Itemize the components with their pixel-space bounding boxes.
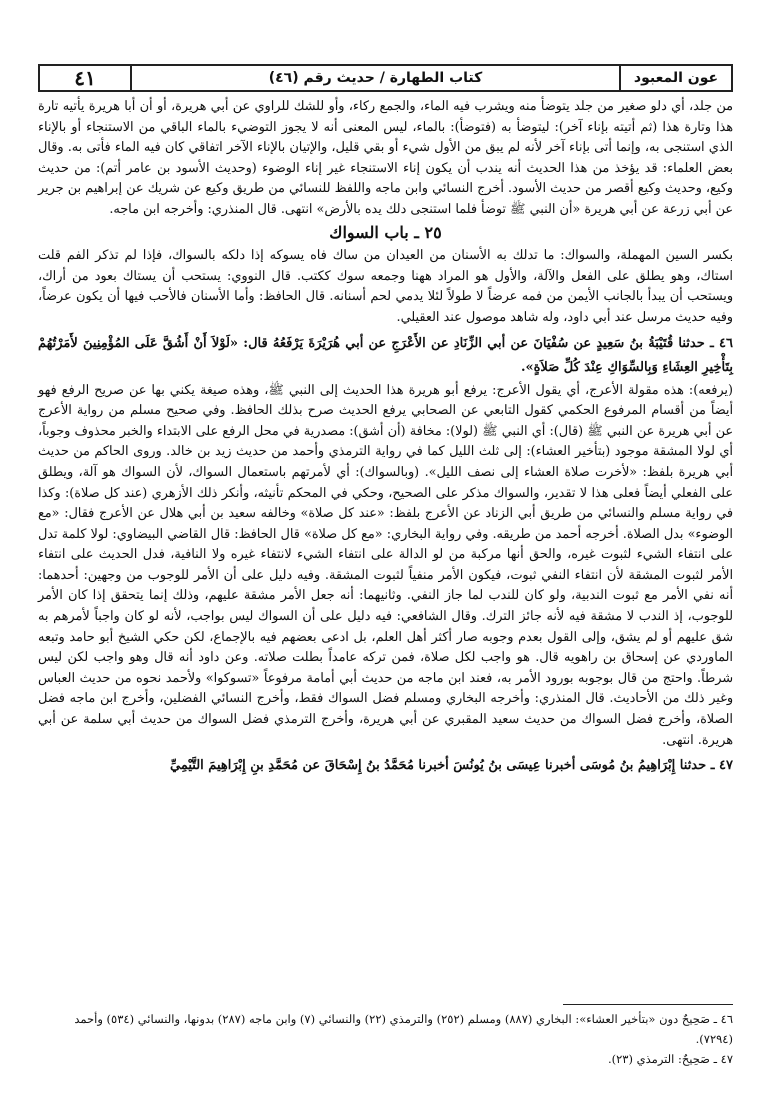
hadith-47: ٤٧ ـ حدثنا إِبْرَاهِيمُ بنُ مُوسَى أخبرنا عِيسَى بنُ يُونُسَ أخبرنا مُحَمَّدُ بنُ إِسْحَاقَ عن مُحَمَّدِ بنِ إِبْرَاهِيمَ التَّيْمِيِّ bbox=[170, 758, 733, 774]
page-number: ٤١ bbox=[40, 66, 132, 90]
footnotes bbox=[38, 1004, 733, 1069]
chapter-heading: ٢٥ ـ باب السواك bbox=[329, 222, 442, 242]
intro-paragraph: من جلد، أي دلو صغير من جلد يتوضأ منه ويشرب فيه الماء، والجمع ركاء، وأو للشك للراوي عن أبي هريرة، أو أن أبا هريرة يأتيه تارة هذا وتارة هذا (ثم أتيته بإناء آخر): ليتوضأ به (فتوضأ): بالماء، ليس المعنى أنه لا يجوز التوضيء بالماء الباقي من الاستنجاء أو بالإناء الذي استنجى به، وإنما أتى بإناء آخر لأنه لم يبق من الأول شيء أو بقي قليل، والإتيان بالإناء الآخر اتفاقي كان فيه الماء فأتى به. وقال بعض العلماء: قد يؤخذ من هذا الحديث أنه يندب أن يكون إناء الاستنجاء غير إناء الوضوء (وحديث الأسود بن عامر أتم): من حديث وكيع، وحديث وكيع أقصر من حديث الأسود. أخرج النسائي وابن ماجه واللفظ للنسائي من طريق وكيع عن شريك عن إبراهيم بن جرير عن أبي زرعة عن أبي هريرة «أن النبي ﷺ توضأ فلما استنجى دلك يده بالأرض» انتهى. قال المنذري: وأخرجه ابن ماجه. bbox=[38, 99, 734, 217]
book-title: عون المعبود bbox=[619, 66, 731, 90]
page-header bbox=[38, 64, 733, 92]
chapter-title: كتاب الطهارة / حديث رقم (٤٦) bbox=[268, 70, 483, 86]
footnote-47: ٤٧ ـ صَحِيحٌ: الترمذي (٢٣). bbox=[607, 1052, 733, 1066]
footnote-divider bbox=[563, 1004, 733, 1005]
commentary-paragraph: (يرفعه): هذه مقولة الأعرج، أي يقول الأعرج: يرفع أبو هريرة هذا الحديث إلى النبي ﷺ، وهذه صيغة يكني بها عن صريح الرفع فهو أيضاً من أقسام المرفوع الحكمي كقول التابعي عن الصحابي يرفع الحديث صرح بذلك الحافظ. وفي صحيح مسلم من رواية الأعرج عن أبي هريرة عن النبي ﷺ (قال): أي النبي ﷺ (لولا): مخافة (أن أشق): مصدرية في محل الرفع على الابتداء والخبر محذوف وجوباً، أي لولا المشقة موجود (بتأخير العشاء): إلى ثلث الليل كما في رواية الترمذي وأحمد من حديث زيد بن خالد. وروى الحاكم من حديث أبي هريرة بلفظ: «لأخرت صلاة العشاء إلى نصف الليل». (وبالسواك): أي لأمرتهم باستعمال السواك، لأن السواك هو آلة، ويطلق على الفعلي أيضاً فعلى هذا لا تقدير، والسواك مذكر على الصحيح، وحكي في المحكم تأنيثه، وأنكر ذلك الأزهري (عند كل صلاة): وكذا في رواية مسلم والنسائي من طريق أبي الزناد عن الأعرج بلفظ: «عند كل صلاة» وخالفه سعيد بن أبي هلال عن الأعرج فقال: «مع الوضوء» بدل الصلاة. أخرجه أحمد من طريقه. وفي رواية البخاري: «مع كل صلاة» قال الحافظ: قال القاضي البيضاوي: لولا كلمة تدل على انتفاء الشيء لثبوت غيره، والحق أنها مركبة من لو الدالة على انتفاء الشيء لانتفاء غيره ولا النافية، فدل الحديث على انتفاء الأمر لثبوت المشقة لأن انتفاء النفي ثبوت، فيكون الأمر منفياً لثبوت المشقة. وفيه دليل على أن الأمر للوجوب من وجهين: أحدهما: أنه نفي الأمر مع ثبوت الندبية، ولو كان للندب لما جاز النفي. وثانيهما: أنه جعل الأمر مشقة عليهم، وذلك إنما يتحقق إذا كان الأمر للوجوب، إذ الندب لا مشقة فيه لأنه جائز الترك. وقال الشافعي: فيه دليل على أن السواك ليس بواجب، لأنه لو كان واجباً لأمرهم به شق عليهم أو لم يشق، وإلى القول بعدم وجوبه صار أكثر أهل العلم، بل ادعى بعضهم فيه بالإجماع، لكن حكي الشيخ أبو حامد وتبعه الماوردي عن إسحاق بن راهويه قال. هو واجب لكل صلاة، فمن تركه عامداً بطلت صلاته. وعن داود أنه قال وهو واجب لكن ليس شرطاً. واحتج من قال بوجوبه بورود الأمر به، فعند ابن ماجه من حديث أبي أمامة مرفوعاً «تسوكوا» ولأحمد نحوه من حديث العباس وغير ذلك من الأحاديث. قال المنذري: وأخرجه البخاري ومسلم فضل السواك فقط، وأخرج النسائي الفضلين، وأخرج ابن ماجه فضل الصلاة، وأخرج فضل السواك من حديث سعيد المقبري عن أبي هريرة، وأخرج الترمذي فضل السواك من حديث أبي سلمة عن أبي هريرة. انتهى. bbox=[38, 382, 734, 748]
chapter-intro-paragraph: بكسر السين المهملة، والسواك: ما تدلك به الأسنان من العيدان من ساك فاه يسوكه إذا دلكه بالسواك، فإذا لم تذكر الفم قلت استاك، وهو يطلق على الفعل والآلة، والأول هو المراد ههنا وجمعه سوك ككتب. قال النووي: يستحب أن يستاك بعود من أراك، ويستحب أن يبدأ بالجانب الأيمن من فمه عرضاً لا طولاً لئلا يدمي لحم أسنانه. قال الحافظ: وأما الأسنان فالأحب فيها أن يكون عرضاً، وفيه حديث مرسل عند أبي داود، وله شاهد موصول عند العقيلي. bbox=[38, 248, 733, 325]
main-text bbox=[38, 97, 733, 779]
footnote-46: ٤٦ ـ صَحِيحٌ دون «بتأخير العشاء»: البخاري (٨٨٧) ومسلم (٢٥٢) والترمذي (٢٢) والنسائي (٧) وابن ماجه (٢٨٧) بدونها، والنسائي (٥٣٤) وأحمد (٧٢٩٤). bbox=[74, 1012, 733, 1046]
hadith-46: ٤٦ ـ حدثنا قُتَيْبَةُ بنُ سَعِيدٍ عن سُفْيَانَ عن أبي الزِّنَادِ عن الأَعْرَجِ عن أبي هُرَيْرَةَ يَرْفَعُهُ قال: «لَوْلاَ أَنْ أَشُقَّ عَلَى المُؤْمِنِينَ لأَمَرْتُهُمْ بِتَأْخِيرِ العِشَاءِ وَبِالسِّوَاكِ عِنْدَ كُلِّ صَلاَةٍ». bbox=[38, 335, 733, 375]
